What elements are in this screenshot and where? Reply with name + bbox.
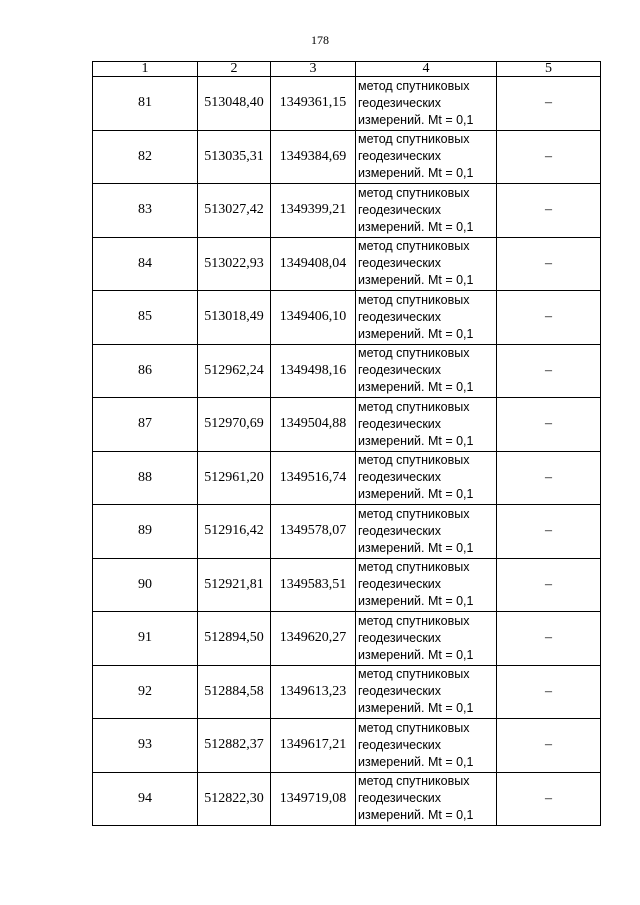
method-line-3: измерений. Mt = 0,1	[358, 701, 474, 716]
column-header-5: 5	[497, 62, 601, 77]
table-row	[93, 558, 601, 612]
y-coordinate-cell: 1349516,74	[271, 451, 356, 505]
method-cell	[356, 505, 497, 559]
x-coordinate-cell: 512894,50	[198, 612, 271, 666]
method-line-1: метод спутниковых	[358, 399, 470, 414]
column-5-cell: –	[497, 612, 601, 666]
point-number-cell: 83	[93, 184, 198, 238]
column-5-cell: –	[497, 665, 601, 719]
page-number: 178	[311, 33, 329, 47]
y-coordinate-cell: 1349399,21	[271, 184, 356, 238]
x-coordinate-cell: 513048,40	[198, 77, 271, 131]
method-line-1: метод спутниковых	[358, 346, 470, 361]
point-number-cell: 87	[93, 398, 198, 452]
x-coordinate-cell: 512822,30	[198, 772, 271, 826]
table-header-row	[93, 62, 601, 77]
table-row	[93, 451, 601, 505]
column-5-cell: –	[497, 451, 601, 505]
y-coordinate-cell: 1349620,27	[271, 612, 356, 666]
table-row	[93, 184, 601, 238]
method-line-3: измерений. Mt = 0,1	[358, 219, 474, 234]
x-coordinate-cell: 512921,81	[198, 558, 271, 612]
column-5-cell: –	[497, 184, 601, 238]
column-5-cell: –	[497, 77, 601, 131]
method-line-2: геодезических	[358, 95, 442, 110]
column-5-cell: –	[497, 505, 601, 559]
y-coordinate-cell: 1349617,21	[271, 719, 356, 773]
table-row	[93, 398, 601, 452]
table-row	[93, 291, 601, 345]
method-line-1: метод спутниковых	[358, 613, 470, 628]
method-cell	[356, 772, 497, 826]
method-line-1: метод спутниковых	[358, 506, 470, 521]
y-coordinate-cell: 1349613,23	[271, 665, 356, 719]
table-row	[93, 130, 601, 184]
column-header-2: 2	[198, 62, 271, 77]
method-cell	[356, 130, 497, 184]
method-line-3: измерений. Mt = 0,1	[358, 540, 474, 555]
method-line-3: измерений. Mt = 0,1	[358, 487, 474, 502]
y-coordinate-cell: 1349361,15	[271, 77, 356, 131]
column-header-1: 1	[93, 62, 198, 77]
y-coordinate-cell: 1349719,08	[271, 772, 356, 826]
method-line-2: геодезических	[358, 791, 442, 806]
method-line-2: геодезических	[358, 363, 442, 378]
method-line-3: измерений. Mt = 0,1	[358, 754, 474, 769]
table-row	[93, 665, 601, 719]
column-header-4: 4	[356, 62, 497, 77]
table-row	[93, 612, 601, 666]
method-line-3: измерений. Mt = 0,1	[358, 166, 474, 181]
table-row	[93, 77, 601, 131]
table-body	[93, 77, 601, 826]
point-number-cell: 91	[93, 612, 198, 666]
method-cell	[356, 184, 497, 238]
method-line-2: геодезических	[358, 577, 442, 592]
table-row	[93, 772, 601, 826]
method-line-3: измерений. Mt = 0,1	[358, 647, 474, 662]
method-line-3: измерений. Mt = 0,1	[358, 273, 474, 288]
point-number-cell: 92	[93, 665, 198, 719]
table-row	[93, 344, 601, 398]
column-header-3: 3	[271, 62, 356, 77]
method-line-1: метод спутниковых	[358, 453, 470, 468]
x-coordinate-cell: 513018,49	[198, 291, 271, 345]
method-cell	[356, 237, 497, 291]
method-line-2: геодезических	[358, 684, 442, 699]
method-line-1: метод спутниковых	[358, 292, 470, 307]
column-5-cell: –	[497, 719, 601, 773]
method-line-2: геодезических	[358, 416, 442, 431]
y-coordinate-cell: 1349578,07	[271, 505, 356, 559]
x-coordinate-cell: 512970,69	[198, 398, 271, 452]
y-coordinate-cell: 1349583,51	[271, 558, 356, 612]
x-coordinate-cell: 512961,20	[198, 451, 271, 505]
method-line-3: измерений. Mt = 0,1	[358, 594, 474, 609]
x-coordinate-cell: 513027,42	[198, 184, 271, 238]
method-cell	[356, 398, 497, 452]
method-line-2: геодезических	[358, 202, 442, 217]
point-number-cell: 85	[93, 291, 198, 345]
table-row	[93, 505, 601, 559]
point-number-cell: 81	[93, 77, 198, 131]
method-cell	[356, 665, 497, 719]
method-cell	[356, 558, 497, 612]
method-cell	[356, 719, 497, 773]
column-5-cell: –	[497, 558, 601, 612]
y-coordinate-cell: 1349408,04	[271, 237, 356, 291]
coordinates-table	[92, 61, 601, 826]
x-coordinate-cell: 513022,93	[198, 237, 271, 291]
method-line-2: геодезических	[358, 256, 442, 271]
method-line-1: метод спутниковых	[358, 78, 470, 93]
method-cell	[356, 612, 497, 666]
y-coordinate-cell: 1349504,88	[271, 398, 356, 452]
x-coordinate-cell: 512884,58	[198, 665, 271, 719]
point-number-cell: 88	[93, 451, 198, 505]
y-coordinate-cell: 1349406,10	[271, 291, 356, 345]
point-number-cell: 93	[93, 719, 198, 773]
table-row	[93, 719, 601, 773]
point-number-cell: 82	[93, 130, 198, 184]
method-cell	[356, 291, 497, 345]
method-cell	[356, 344, 497, 398]
method-line-3: измерений. Mt = 0,1	[358, 112, 474, 127]
x-coordinate-cell: 512882,37	[198, 719, 271, 773]
column-5-cell: –	[497, 130, 601, 184]
method-line-1: метод спутниковых	[358, 720, 470, 735]
x-coordinate-cell: 512916,42	[198, 505, 271, 559]
method-cell	[356, 77, 497, 131]
method-line-1: метод спутниковых	[358, 132, 470, 147]
method-line-1: метод спутниковых	[358, 239, 470, 254]
method-line-1: метод спутниковых	[358, 774, 470, 789]
method-line-3: измерений. Mt = 0,1	[358, 380, 474, 395]
point-number-cell: 86	[93, 344, 198, 398]
method-line-2: геодезических	[358, 149, 442, 164]
method-line-3: измерений. Mt = 0,1	[358, 326, 474, 341]
method-line-1: метод спутниковых	[358, 667, 470, 682]
method-line-3: измерений. Mt = 0,1	[358, 433, 474, 448]
method-cell	[356, 451, 497, 505]
table-row	[93, 237, 601, 291]
method-line-2: геодезических	[358, 630, 442, 645]
method-line-2: геодезических	[358, 737, 442, 752]
column-5-cell: –	[497, 237, 601, 291]
y-coordinate-cell: 1349384,69	[271, 130, 356, 184]
point-number-cell: 89	[93, 505, 198, 559]
method-line-2: геодезических	[358, 470, 442, 485]
method-line-1: метод спутниковых	[358, 185, 470, 200]
column-5-cell: –	[497, 398, 601, 452]
column-5-cell: –	[497, 291, 601, 345]
y-coordinate-cell: 1349498,16	[271, 344, 356, 398]
method-line-1: метод спутниковых	[358, 560, 470, 575]
method-line-3: измерений. Mt = 0,1	[358, 808, 474, 823]
point-number-cell: 84	[93, 237, 198, 291]
column-5-cell: –	[497, 344, 601, 398]
method-line-2: геодезических	[358, 309, 442, 324]
point-number-cell: 94	[93, 772, 198, 826]
method-line-2: геодезических	[358, 523, 442, 538]
column-5-cell: –	[497, 772, 601, 826]
x-coordinate-cell: 512962,24	[198, 344, 271, 398]
point-number-cell: 90	[93, 558, 198, 612]
x-coordinate-cell: 513035,31	[198, 130, 271, 184]
